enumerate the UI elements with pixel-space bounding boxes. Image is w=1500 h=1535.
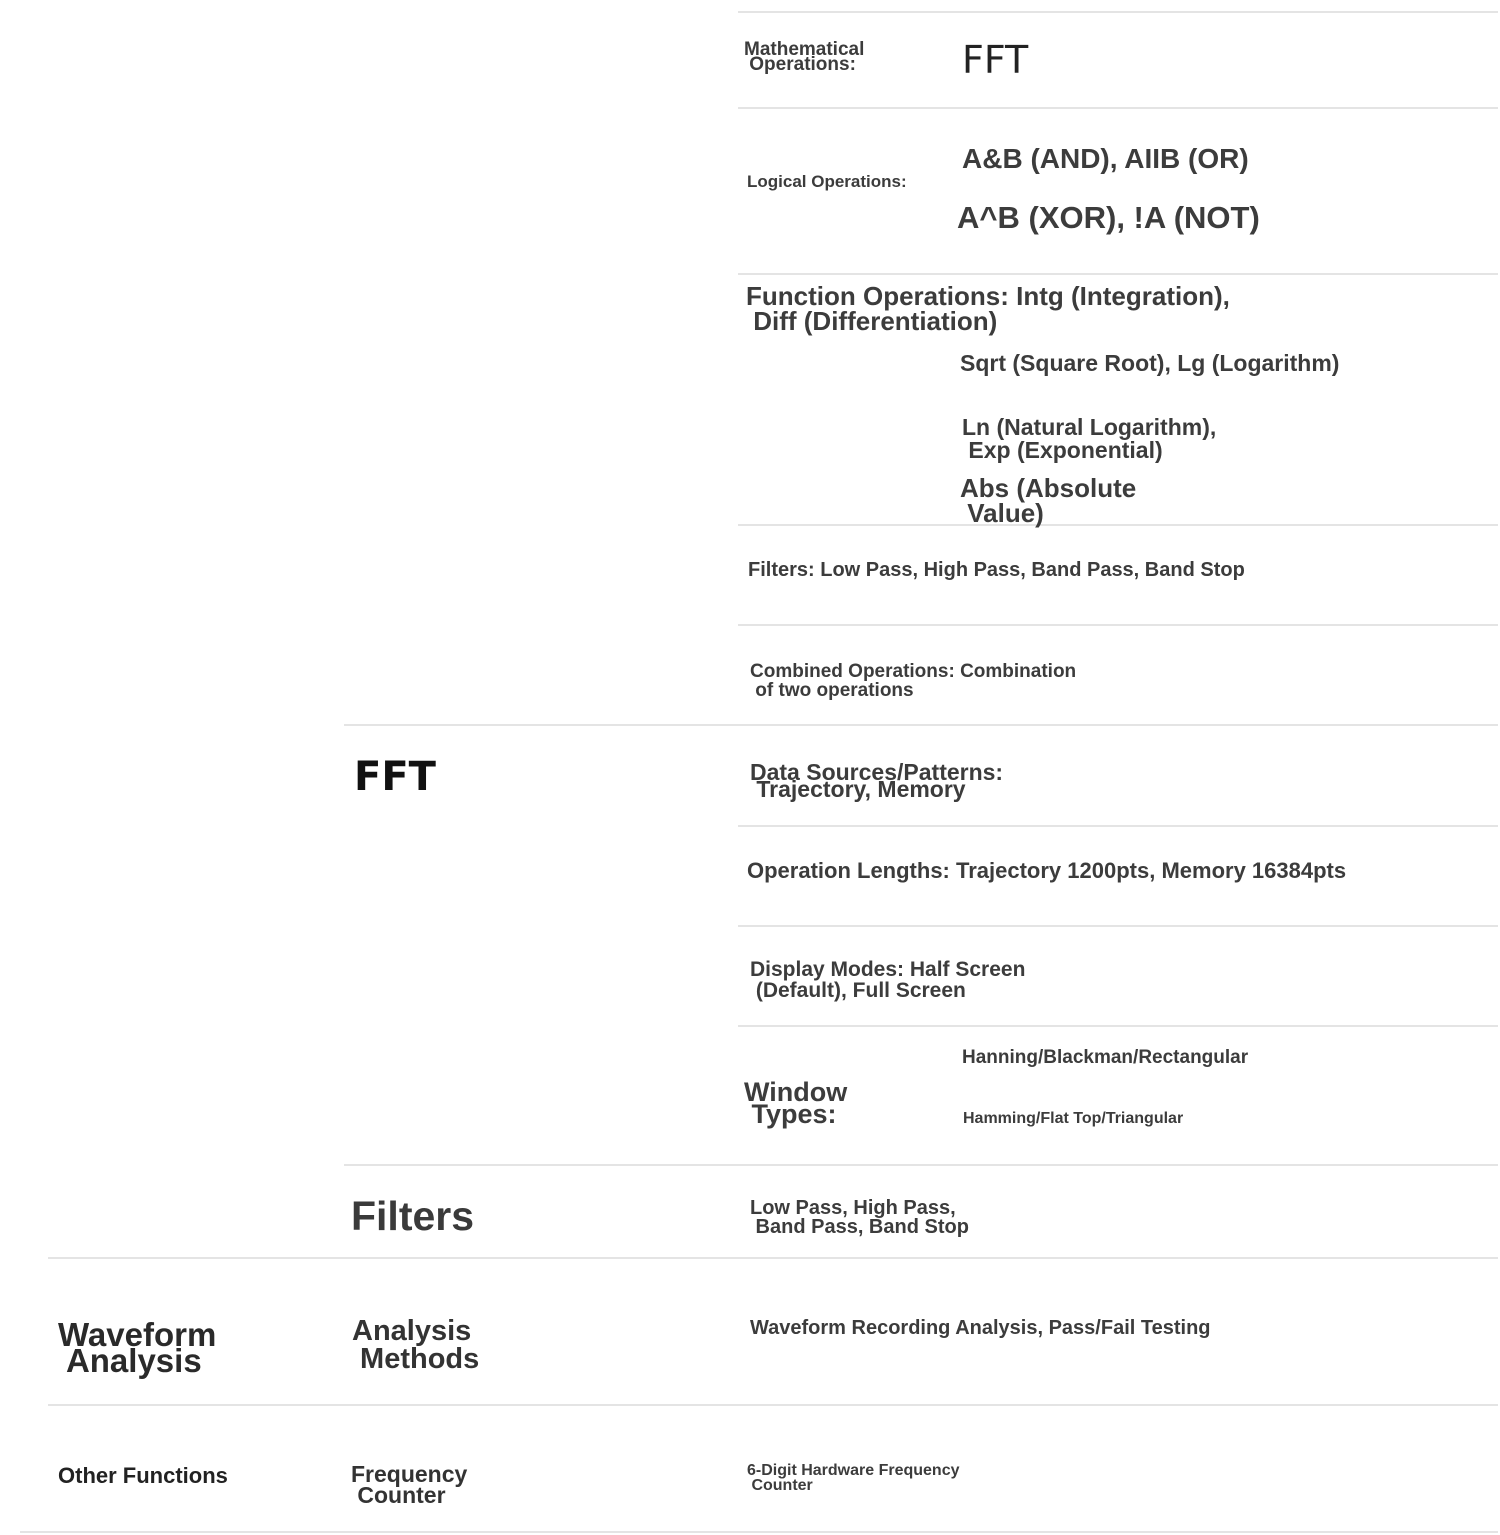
fft-data-sources: Data Sources/Patterns: Trajectory, Memory (750, 759, 1004, 803)
logical-ops-value: A&B (AND), AIIB (OR) (962, 143, 1249, 174)
fft-window-types-label: Window Types: (744, 1077, 848, 1129)
function-ops-value: Ln (Natural Logarithm), Exp (Exponential) (962, 414, 1217, 463)
row-divider (738, 1025, 1498, 1027)
function-ops-label: Function Operations: Intg (Integration), Diff (Differentiation) (746, 281, 1230, 336)
row-divider (738, 273, 1498, 275)
group-waveform-analysis: Waveform Analysis (58, 1316, 217, 1379)
row-divider (48, 1404, 1498, 1406)
subgroup-filters: Filters (351, 1193, 475, 1239)
fft-operation-lengths: Operation Lengths: Trajectory 1200pts, Memory 16384pts (747, 858, 1347, 883)
row-divider (738, 825, 1498, 827)
row-divider (344, 1164, 1498, 1166)
row-divider (48, 1257, 1498, 1259)
subgroup-fft: FFT (354, 754, 436, 800)
row-divider (344, 724, 1498, 726)
math-ops-value: FFT (962, 38, 1029, 82)
row-divider (20, 1531, 1498, 1533)
fft-window-types-value: Hamming/Flat Top/Triangular (963, 1110, 1184, 1127)
combined-ops: Combined Operations: Combination of two operations (750, 661, 1077, 701)
logical-ops-label: Logical Operations: (747, 172, 907, 191)
analysis-detail: Waveform Recording Analysis, Pass/Fail Testing (750, 1317, 1211, 1339)
subgroup-analysis-methods: Analysis Methods (352, 1315, 480, 1375)
math-filters: Filters: Low Pass, High Pass, Band Pass, Band Stop (748, 559, 1245, 581)
filters-detail: Low Pass, High Pass, Band Pass, Band Stop (750, 1197, 969, 1238)
row-divider (738, 107, 1498, 109)
function-ops-value: Sqrt (Square Root), Lg (Logarithm) (960, 350, 1340, 376)
group-other-functions: Other Functions (58, 1463, 228, 1488)
row-divider (738, 11, 1498, 13)
function-ops-value: Abs (Absolute Value) (960, 473, 1137, 528)
logical-ops-value: A^B (XOR), !A (NOT) (957, 200, 1260, 235)
row-divider (738, 624, 1498, 626)
subgroup-frequency-counter: Frequency Counter (351, 1461, 468, 1509)
fft-window-types-value: Hanning/Blackman/Rectangular (962, 1047, 1249, 1068)
math-ops-label: Mathematical Operations: (744, 39, 865, 76)
fft-display-modes: Display Modes: Half Screen (Default), Full Screen (750, 958, 1026, 1002)
row-divider (738, 925, 1498, 927)
counter-detail: 6-Digit Hardware Frequency Counter (747, 1462, 960, 1495)
